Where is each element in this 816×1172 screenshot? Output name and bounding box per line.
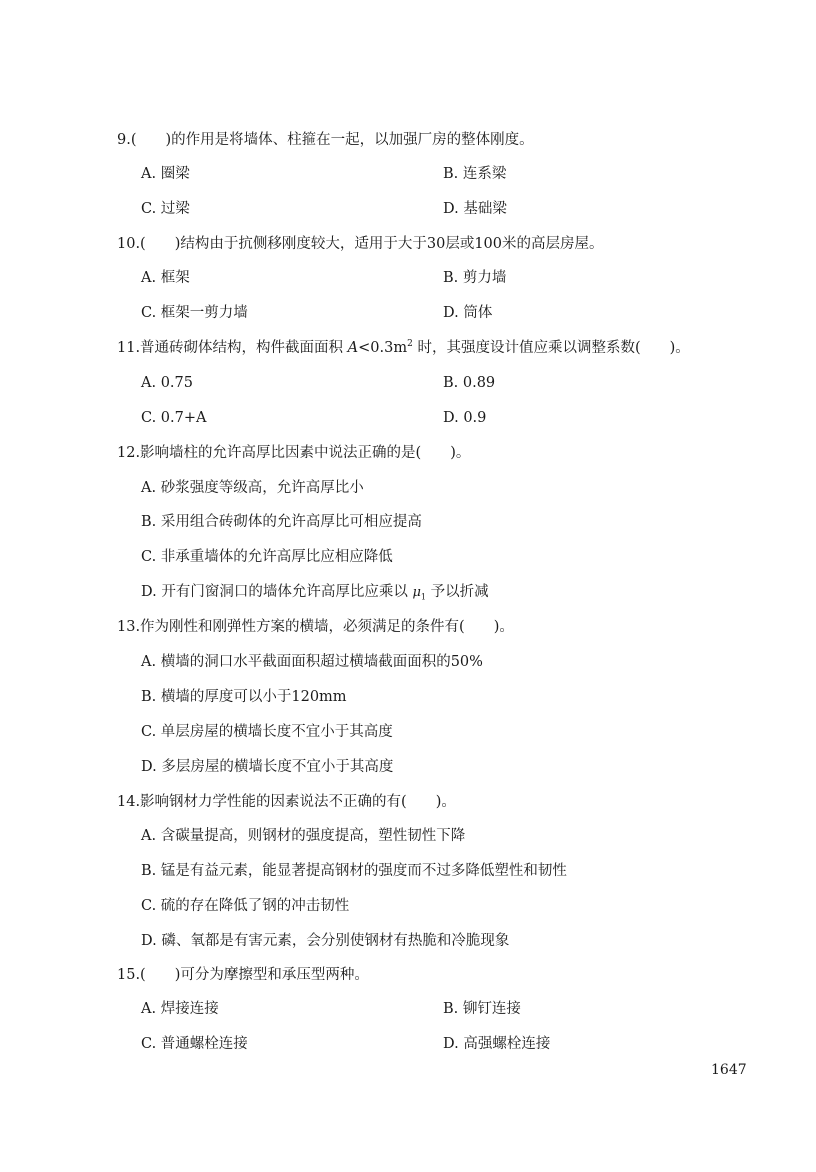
question-12-stem: 12.影响墙柱的允许高厚比因素中说法正确的是( )。 <box>117 445 471 461</box>
question-12-option-c: C. 非承重墙体的允许高厚比应相应降低 <box>141 549 393 565</box>
page-number: 1647 <box>711 1062 747 1078</box>
question-10-option-b: B. 剪力墙 <box>443 270 507 286</box>
question-13-stem: 13.作为刚性和刚弹性方案的横墙，必须满足的条件有( )。 <box>117 619 514 635</box>
question-11-stem-variable: A <box>347 340 359 356</box>
question-13-option-a: A. 横墙的洞口水平截面面积超过横墙截面面积的50% <box>141 654 483 670</box>
question-10-option-d: D. 筒体 <box>443 305 493 321</box>
question-11-stem-mid: <0.3m <box>358 340 408 356</box>
question-12-option-d-after: 予以折减 <box>430 584 489 600</box>
question-15-option-d: D. 高强螺栓连接 <box>443 1036 551 1052</box>
question-11-stem-before: 11.普通砖砌体结构，构件截面面积 <box>117 340 344 356</box>
question-13-option-d: D. 多层房屋的横墙长度不宜小于其高度 <box>141 759 394 775</box>
question-15-option-a: A. 焊接连接 <box>141 1001 219 1017</box>
question-11-stem-superscript: 2 <box>407 339 413 350</box>
question-15-option-c: C. 普通螺栓连接 <box>141 1036 248 1052</box>
question-14-option-d: D. 磷、氧都是有害元素，会分别使钢材有热脆和冷脆现象 <box>141 933 510 949</box>
question-10-option-a: A. 框架 <box>141 270 190 286</box>
question-14-option-a: A. 含碳量提高，则钢材的强度提高，塑性韧性下降 <box>141 828 466 844</box>
question-11-option-b: B. 0.89 <box>443 375 496 391</box>
question-12-option-b: B. 采用组合砖砌体的允许高厚比可相应提高 <box>141 514 422 530</box>
question-9-option-b: B. 连系梁 <box>443 166 507 182</box>
question-14-option-c: C. 硫的存在降低了钢的冲击韧性 <box>141 898 350 914</box>
question-12-option-d-before: D. 开有门窗洞口的墙体允许高厚比应乘以 <box>141 584 408 600</box>
question-9-option-d: D. 基础梁 <box>443 201 507 217</box>
question-9-option-c: C. 过梁 <box>141 201 190 217</box>
question-9-option-a: A. 圈梁 <box>141 166 190 182</box>
question-11-option-d: D. 0.9 <box>443 410 487 426</box>
question-10-option-c: C. 框架一剪力墙 <box>141 305 248 321</box>
question-14-option-b: B. 锰是有益元素，能显著提高钢材的强度而不过多降低塑性和韧性 <box>141 863 567 879</box>
question-12-option-d <box>141 582 489 608</box>
question-13-option-b: B. 横墙的厚度可以小于120mm <box>141 689 347 705</box>
question-9-stem: 9.( )的作用是将墙体、柱箍在一起，以加强厂房的整体刚度。 <box>117 132 534 148</box>
question-12-option-a: A. 砂浆强度等级高，允许高厚比小 <box>141 480 364 496</box>
question-15-stem: 15.( )可分为摩擦型和承压型两种。 <box>117 967 369 983</box>
question-14-stem: 14.影响钢材力学性能的因素说法不正确的有( )。 <box>117 794 456 810</box>
question-11-option-a: A. 0.75 <box>141 375 193 391</box>
question-11-stem-after: 时，其强度设计值应乘以调整系数( )。 <box>417 340 690 356</box>
question-11-option-c: C. 0.7+A <box>141 410 207 426</box>
question-15-option-b: B. 铆钉连接 <box>443 1001 521 1017</box>
question-11-stem <box>117 338 690 358</box>
mu-symbol: $\mu_1$ <box>412 585 426 602</box>
question-10-stem: 10.( )结构由于抗侧移刚度较大，适用于大于30层或100米的高层房屋。 <box>117 236 604 252</box>
question-13-option-c: C. 单层房屋的横墙长度不宜小于其高度 <box>141 724 393 740</box>
